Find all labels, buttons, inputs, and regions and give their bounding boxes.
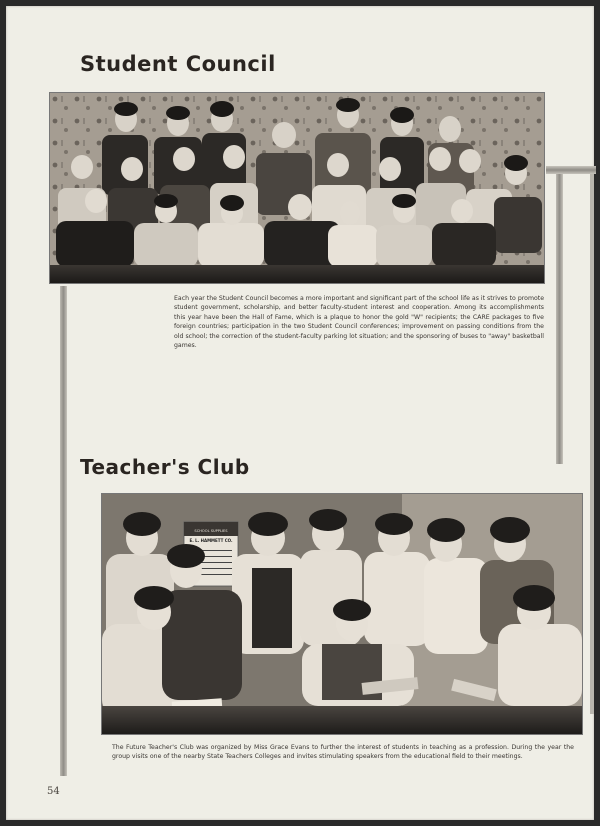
teachers-club-title: Teacher's Club — [80, 455, 250, 479]
student-council-description: Each year the Student Council becomes a more important and significant part of the school life as it strives to promote student government, scholarship, and better faculty-student interest and cooperation. Among its accomplishments this year have been the Hall of Fame, which is a plaque to honor the gold "W" recipients; the CARE packages to five foreign countries; participation in the two Student Council conferences; improvement on passing conditions from the old school; the correction of the student-faculty parking lot situation; and the sponsoring of buses to "away" basketball games. — [174, 295, 544, 350]
decorative-bar-right-outer — [590, 174, 594, 714]
calendar-line2: E. L. HAMMETT CO. — [189, 538, 233, 543]
decorative-bar-right — [556, 174, 563, 464]
teachers-club-description: The Future Teacher's Club was organized by Miss Grace Evans to further the interest of students in teaching as a profession. During the year the group visits one of the nearby State Teachers Colleges and invites stimulating speakers from the educational field to their meetings. — [112, 744, 574, 761]
decorative-bar-left — [60, 286, 67, 776]
yearbook-page — [6, 6, 594, 820]
page-number: 54 — [47, 786, 60, 797]
student-council-title: Student Council — [80, 52, 276, 76]
calendar-line1: SCHOOL SUPPLIES — [194, 529, 228, 533]
student-council-photo — [49, 92, 545, 284]
teachers-club-photo — [101, 493, 583, 735]
decorative-bar-top-right — [546, 166, 596, 174]
